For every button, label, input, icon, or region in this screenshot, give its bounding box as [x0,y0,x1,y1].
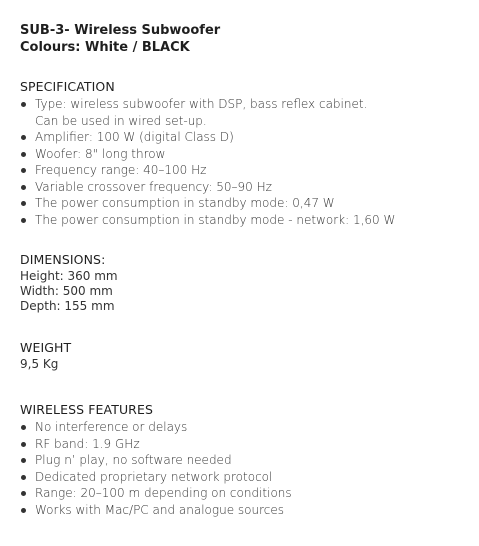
wireless-item-text: No interference or delays [35,420,188,434]
list-item [20,212,470,229]
list-item [20,502,470,519]
specification-section [20,79,470,228]
bullet-icon [21,442,26,447]
list-item [20,469,470,486]
spec-item-text: Frequency range: 40–100 Hz [35,163,207,177]
list-item [20,436,470,453]
bullet-icon [21,102,26,107]
spec-item-continuation: Can be used in wired set-up. [35,113,207,128]
spec-item-text: Woofer: 8" long throw [35,146,166,161]
bullet-icon [21,152,26,157]
dimension-height: Height: 360 mm [20,269,118,283]
wireless-item-text: Range: 20–100 m depending on conditions [35,486,292,500]
spec-item-text: The power consumption in standby mode: 0,47 W [35,196,335,210]
list-item [20,195,470,212]
list-item [20,129,470,146]
bullet-icon [21,218,26,223]
spec-item-text: Type: wireless subwoofer with DSP, bass reflex cabinet. [35,97,368,111]
dimensions-heading: DIMENSIONS: [20,252,106,267]
wireless-section [20,402,470,518]
bullet-icon [21,475,26,480]
bullet-icon [21,135,26,140]
specification-heading: SPECIFICATION [20,79,115,94]
list-item [20,485,470,502]
list-item [20,96,470,129]
wireless-heading: WIRELESS FEATURES [20,402,154,417]
list-item [20,179,470,196]
dimension-width: Width: 500 mm [20,284,113,298]
wireless-item-text: RF band: 1.9 GHz [35,436,140,451]
spec-item-text: Amplifier: 100 W (digital Class D) [35,130,234,144]
dimensions-section [20,252,470,314]
specification-list [20,96,470,228]
list-item [20,162,470,179]
bullet-icon [21,168,26,173]
bullet-icon [21,201,26,206]
bullet-icon [21,491,26,496]
wireless-item-text: Works with Mac/PC and analogue sources [35,502,284,517]
wireless-item-text: Plug n’ play, no software needed [35,453,232,467]
weight-value: 9,5 Kg [20,357,59,371]
spec-sheet [20,22,470,517]
list-item [20,146,470,163]
product-title: SUB-3- Wireless Subwoofer [20,23,221,38]
wireless-list [20,419,470,518]
bullet-icon [21,458,26,463]
weight-section [20,340,470,372]
wireless-item-text: Dedicated proprietary network protocol [35,469,273,484]
bullet-icon [21,185,26,190]
bullet-icon [21,425,26,430]
dimension-depth: Depth: 155 mm [20,299,115,313]
bullet-icon [21,508,26,513]
list-item [20,419,470,436]
product-colours: Colours: White / BLACK [20,40,190,55]
product-header [20,22,470,56]
spec-item-text: The power consumption in standby mode - network: 1,60 W [35,212,396,227]
spec-item-text: Variable crossover frequency: 50–90 Hz [35,179,272,194]
list-item [20,452,470,469]
weight-heading: WEIGHT [20,340,72,355]
